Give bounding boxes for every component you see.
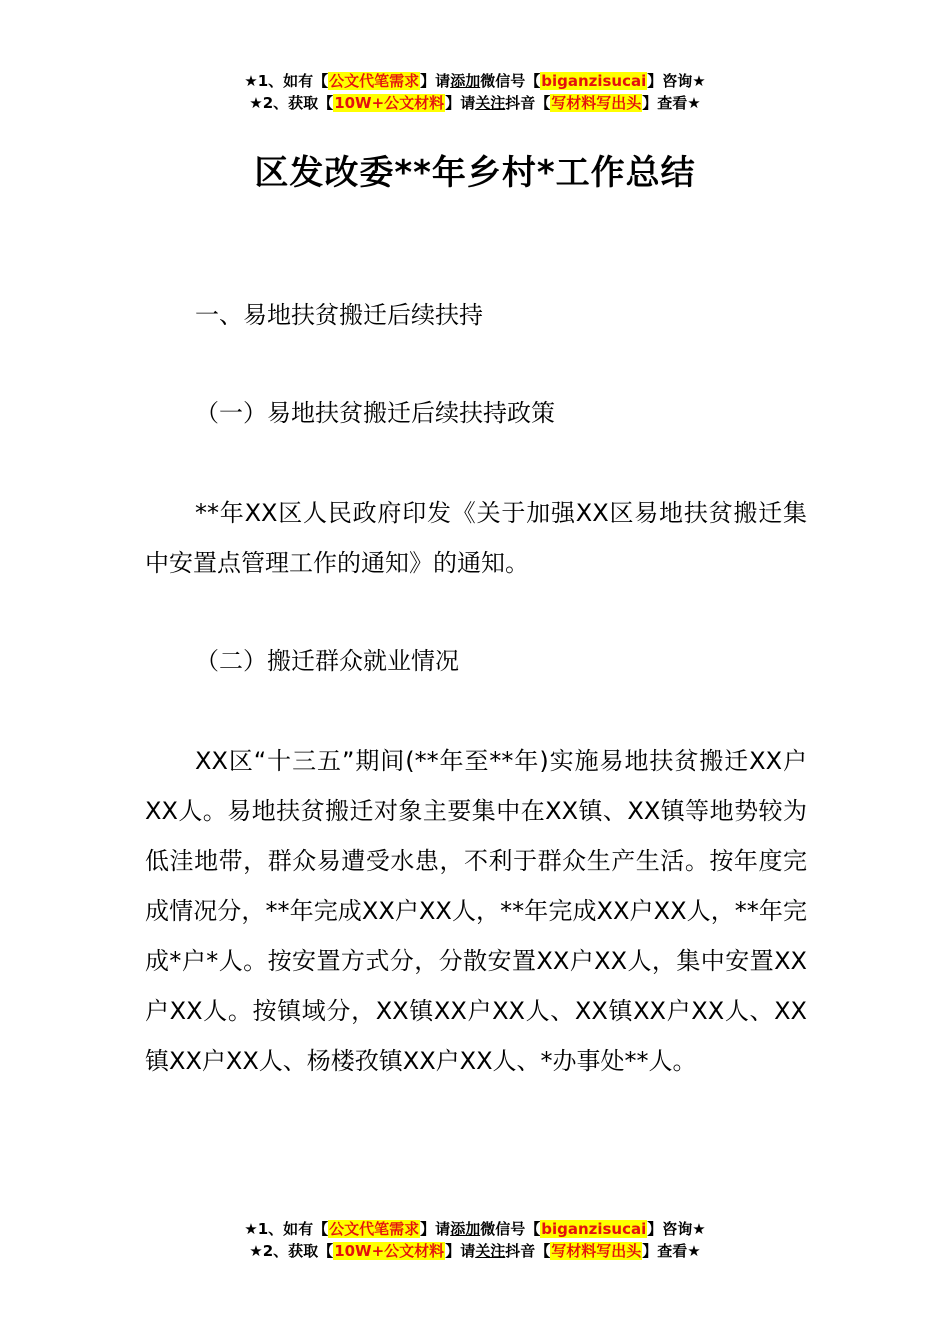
banner-text: 微信号【 [480, 1220, 541, 1238]
wechat-id-highlight: biganzisucai [541, 1220, 647, 1238]
banner-text: 】请 [420, 1220, 451, 1238]
banner-text: ★1、如有【 [244, 1220, 329, 1238]
banner-text: 】请 [420, 72, 451, 90]
footer-banner-line-1 [0, 1218, 950, 1240]
document-title: 区发改委**年乡村*工作总结 [254, 153, 696, 193]
footer-banner-line-2 [0, 1240, 950, 1262]
banner-text: ★2、获取【 [249, 94, 334, 112]
paragraph-2: XX区“十三五”期间(**年至**年)实施易地扶贫搬迁XX户XX人。易地扶贫搬迁对象主要集中在XX镇、XX镇等地势较为低洼地带，群众易遭受水患，不利于群众生产生活。按年度完成情况分，**年完成XX户XX人，**年完成XX户XX人，**年完成*户*人。按安置方式分，分散安置XX户XX人，集中安置XX户XX人。按镇域分，XX镇XX户XX人、XX镇XX户XX人、XX镇XX户XX人、杨楼孜镇XX户XX人、*办事处**人。 [145, 747, 807, 1075]
banner-text: 微信号【 [480, 72, 541, 90]
banner-text: ★2、获取【 [249, 1242, 334, 1260]
douyin-id-highlight: 写材料写出头 [551, 94, 642, 112]
header-banner-line-2 [0, 92, 950, 114]
banner-text: 抖音【 [505, 94, 551, 112]
service-highlight: 公文代笔需求 [329, 72, 420, 90]
douyin-id-highlight: 写材料写出头 [551, 1242, 642, 1260]
materials-highlight: 10W+公文材料 [334, 1242, 445, 1260]
header-banner-line-1 [0, 70, 950, 92]
add-underlined-text: 添加 [450, 1220, 481, 1238]
banner-text: 】请 [445, 94, 476, 112]
wechat-id-highlight: biganzisucai [541, 72, 647, 90]
subsection-heading-1: （一）易地扶贫搬迁后续扶持政策 [195, 399, 555, 427]
section-heading-1: 一、易地扶贫搬迁后续扶持 [195, 301, 483, 329]
follow-underlined-text: 关注 [475, 94, 506, 112]
subsection-heading-2: （二）搬迁群众就业情况 [195, 647, 459, 675]
paragraph-1: **年XX区人民政府印发《关于加强XX区易地扶贫搬迁集中安置点管理工作的通知》的通知。 [145, 499, 807, 577]
footer-banner [0, 1218, 950, 1262]
banner-text: 】查看★ [642, 94, 701, 112]
banner-text: 】咨询★ [647, 72, 706, 90]
add-underlined-text: 添加 [450, 72, 481, 90]
banner-text: 】查看★ [642, 1242, 701, 1260]
banner-text: ★1、如有【 [244, 72, 329, 90]
follow-underlined-text: 关注 [475, 1242, 506, 1260]
service-highlight: 公文代笔需求 [329, 1220, 420, 1238]
banner-text: 】咨询★ [647, 1220, 706, 1238]
materials-highlight: 10W+公文材料 [334, 94, 445, 112]
banner-text: 抖音【 [505, 1242, 551, 1260]
header-banner [0, 70, 950, 114]
banner-text: 】请 [445, 1242, 476, 1260]
